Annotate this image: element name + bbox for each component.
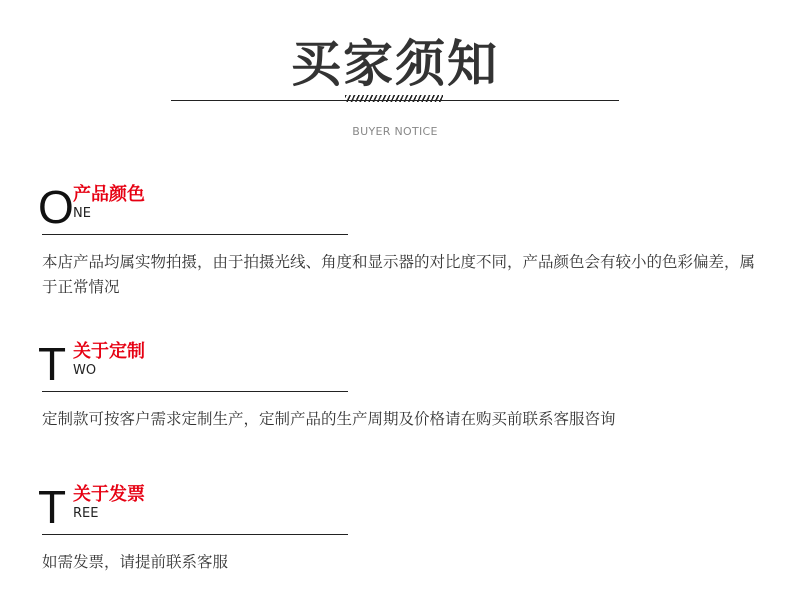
section-divider	[42, 534, 348, 535]
section-en-label: NE	[73, 206, 91, 221]
section-big-letter: T	[38, 481, 67, 533]
section-divider	[42, 391, 348, 392]
section-body: 如需发票，请提前联系客服	[42, 553, 229, 571]
section-big-letter: O	[38, 181, 74, 233]
section-en-label: WO	[73, 363, 97, 378]
title-hatch-decoration	[345, 95, 443, 102]
section-body: 定制款可按客户需求定制生产，定制产品的生产周期及价格请在购买前联系客服咨询	[42, 410, 616, 428]
section-divider	[42, 234, 348, 235]
section-big-letter: T	[38, 338, 67, 390]
section-title: 关于发票	[73, 484, 145, 505]
notice-title: 买家须知	[291, 35, 499, 93]
notice-subtitle: BUYER NOTICE	[352, 125, 438, 138]
section-title: 产品颜色	[73, 184, 145, 205]
section-body: 本店产品均属实物拍摄，由于拍摄光线、角度和显示器的对比度不同，产品颜色会有较小的色彩偏差，属于正常情况	[42, 253, 756, 296]
section-title: 关于定制	[73, 341, 145, 362]
section-en-label: REE	[73, 506, 99, 521]
